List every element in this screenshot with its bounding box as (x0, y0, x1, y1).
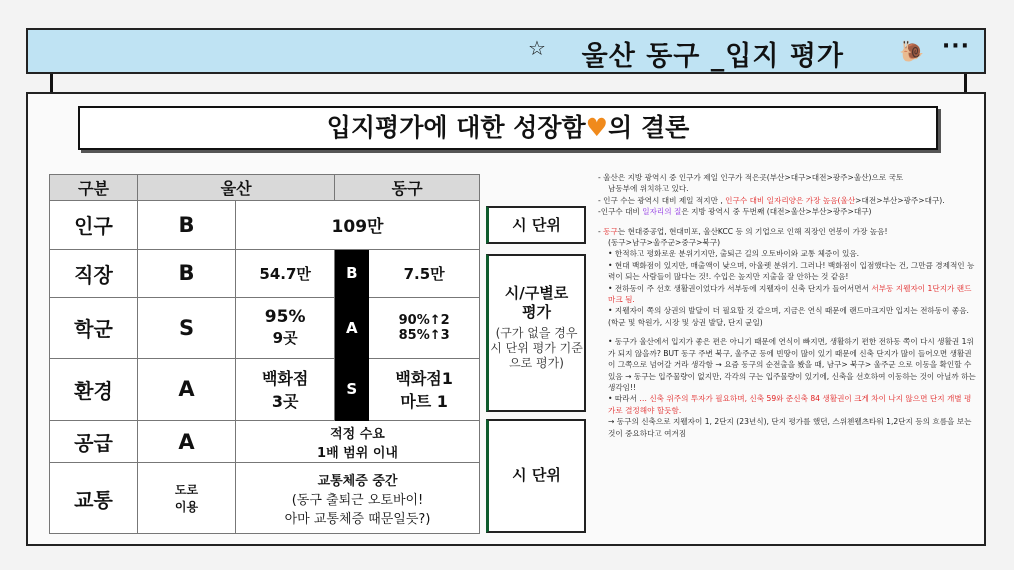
side-box-city (486, 206, 586, 244)
note-text: -인구수 대비 (598, 207, 643, 217)
notes-panel (598, 172, 978, 439)
table-header-row (50, 175, 480, 201)
note-bullet: • 지웰자이 쪽의 상권의 발달이 더 필요할 것 같으며, 지금은 연식 때문에 랜드마크지만 입지는 전하동이 좋음. (학군 및 학원가, 시장 및 상권 발달, 단지 균일) (608, 306, 969, 327)
side-box-district-line1: 시/구별로 (504, 284, 569, 302)
traffic-line2: (동구 출퇴근 오토바이! (291, 492, 424, 508)
row-category: 교통 (50, 463, 138, 534)
bas-letter: B (335, 249, 369, 297)
row-grade: A (138, 421, 236, 463)
header-bar (26, 28, 986, 74)
donggu-line1: 백화점1 (395, 369, 453, 389)
donggu-value (369, 358, 480, 421)
bas-letter: S (335, 358, 369, 421)
note-highlight: 일자리의 질 (642, 207, 682, 217)
note-line: 남동부에 위치하고 있다. (608, 184, 689, 194)
note-bullet (598, 393, 978, 416)
heart-icon: ♥ (585, 113, 609, 142)
row-category: 학군 (50, 298, 138, 359)
note-text: >대전>부산>광주>대구). (855, 195, 945, 205)
note-bullet: • 동구가 울산에서 입지가 좋은 편은 아니기 때문에 연식이 빠지면, 생활하기 편한 전하동 쪽이 다시 생활권 1위가 되지 않을까? BUT 동구 주변 북구, 울주군 등에 빈땅이 많이 있기 때문에 신축 단지가 많이 들어오면 생활권이 그쪽으로 넘어갈 거라 생각함 → 요즘 동구의 순전출을 봤을 때, 남구> 북구> 울주군 으로 이동을 확인할 수 있음 → 동구는 입주물량이 없지만, 각각의 구는 입주물량이 있기에, 신축을 선호하여 이동하는 것이 아닐까 하는 생각임!! (608, 337, 976, 392)
table-row (50, 421, 480, 463)
note-line (598, 195, 978, 206)
side-box-district-line2: 평가 (522, 303, 551, 321)
side-box-city-bottom-label: 시 단위 (512, 466, 561, 484)
snail-icon: 🐌 (899, 39, 924, 63)
note-highlight: 서부동 지웰자이 1단지가 랜드마크 됨. (608, 283, 972, 305)
grade-line1: 도로 (174, 483, 199, 498)
ulsan-value (236, 358, 335, 421)
side-box-district (486, 254, 586, 412)
row-grade: S (138, 298, 236, 359)
ulsan-line2: 9곳 (272, 329, 298, 348)
note-line: (동구>남구>울주군>중구>북구) (608, 238, 721, 248)
note-text: 는 현대중공업, 현대미포, 울산KCC 등 의 기업으로 인해 직장인 연봉이 가장 높음! (617, 226, 888, 236)
note-line: - 울산은 지방 광역시 중 인구가 제일 인구가 적은곳(부산>대구>대전>광주>울산)으로 국토 (598, 173, 904, 182)
note-text: - 인구 수는 광역시 대비 제일 적지만 , (598, 195, 726, 205)
ulsan-line1: 백화점 (261, 369, 309, 389)
ulsan-value: 54.7만 (236, 249, 335, 297)
conclusion-banner (78, 106, 938, 150)
side-box-city-bottom (486, 419, 586, 533)
banner-title-suffix: 의 결론 (608, 113, 690, 142)
header-ulsan: 울산 (138, 175, 335, 201)
supply-line1: 적정 수요 (330, 426, 385, 442)
evaluation-table (49, 174, 480, 534)
row-category: 인구 (50, 201, 138, 249)
side-box-city-label: 시 단위 (512, 216, 561, 234)
ulsan-line1: 95% (264, 307, 306, 328)
traffic-line1: 교통체증 중간 (317, 473, 398, 489)
row-category: 공급 (50, 421, 138, 463)
table-row (50, 249, 480, 297)
note-text: 은 지방 광역시 중 두번째 (대전>울산>부산>광주>대구) (681, 207, 872, 217)
row-grade: A (138, 358, 236, 421)
banner-title: 입지평가에 대한 성장함 (326, 113, 586, 142)
traffic-value (236, 463, 480, 534)
header-donggu: 동구 (335, 175, 480, 201)
note-highlight: 동구 (603, 226, 618, 236)
note-highlight: … 신축 위주의 투자가 필요하며, 신축 59와 준신축 84 생활권이 크게 차이 나지 않으면 단지 개별 평가로 결정해야 할듯함. (608, 394, 972, 415)
table-row (50, 463, 480, 534)
note-bullet: • 한적하고 평화로운 분위기지만, 출퇴근 길의 오토바이와 교통 체증이 있음. (608, 249, 860, 259)
donggu-value: 7.5만 (369, 249, 480, 297)
note-line: → 동구의 신축으로 지웰자이 1, 2단지 (23년식), 단지 평가를 했던, 스위첸웰츠타워 1,2단지 등의 흐름을 보는 것이 중요하다고 여겨짐 (608, 417, 972, 438)
note-line (598, 206, 978, 217)
side-box-district-note: (구가 없을 경우 시 단위 평가 기준으로 평가) (490, 326, 583, 370)
note-line (598, 226, 978, 237)
donggu-line2: 마트 1 (400, 392, 448, 412)
row-grade: B (138, 201, 236, 249)
row-grade: B (138, 249, 236, 297)
note-bullet (598, 283, 978, 306)
main-card (26, 92, 986, 546)
supply-value (236, 421, 480, 463)
star-icon: ☆ (528, 36, 546, 60)
table-row (50, 201, 480, 249)
note-text: - (598, 226, 604, 236)
supply-line2: 1배 범위 이내 (317, 445, 398, 461)
page-title: 울산 동구 _입지 평가 (581, 41, 844, 72)
traffic-line3: 아마 교통체증 때문일듯?) (284, 511, 431, 527)
donggu-line1: 90%↑2 (398, 312, 450, 328)
table-row (50, 298, 480, 359)
ulsan-value (236, 298, 335, 359)
population-value: 109만 (236, 201, 480, 249)
grade-line2: 이용 (174, 500, 199, 515)
note-highlight: 인구수 대비 일자리양은 가장 높음(울산 (725, 195, 856, 205)
table-row (50, 358, 480, 421)
note-text: • 따라서 (608, 394, 640, 404)
more-icon[interactable]: ··· (941, 34, 970, 59)
donggu-value (369, 298, 480, 359)
ulsan-line2: 3곳 (271, 392, 299, 412)
bas-letter: A (335, 298, 369, 359)
note-bullet: • 현대 백화점이 있지만, 매출액이 낮으며, 아울렛 분위기. 그러나! 백화점이 입점했다는 건, 그만큼 경제적인 능력이 되는 사람들이 많다는 것!. 수입은 높지만 지출을 잘 안하는 것 같음! (608, 260, 975, 282)
header-category: 구분 (50, 175, 138, 201)
row-category: 직장 (50, 249, 138, 297)
row-category: 환경 (50, 358, 138, 421)
note-text: • 전하동이 주 선호 생활권이었다가 서부동에 지웰자이 신축 단지가 들어서면서 (608, 283, 872, 293)
row-grade (138, 463, 236, 534)
donggu-line2: 85%↑3 (398, 327, 450, 343)
